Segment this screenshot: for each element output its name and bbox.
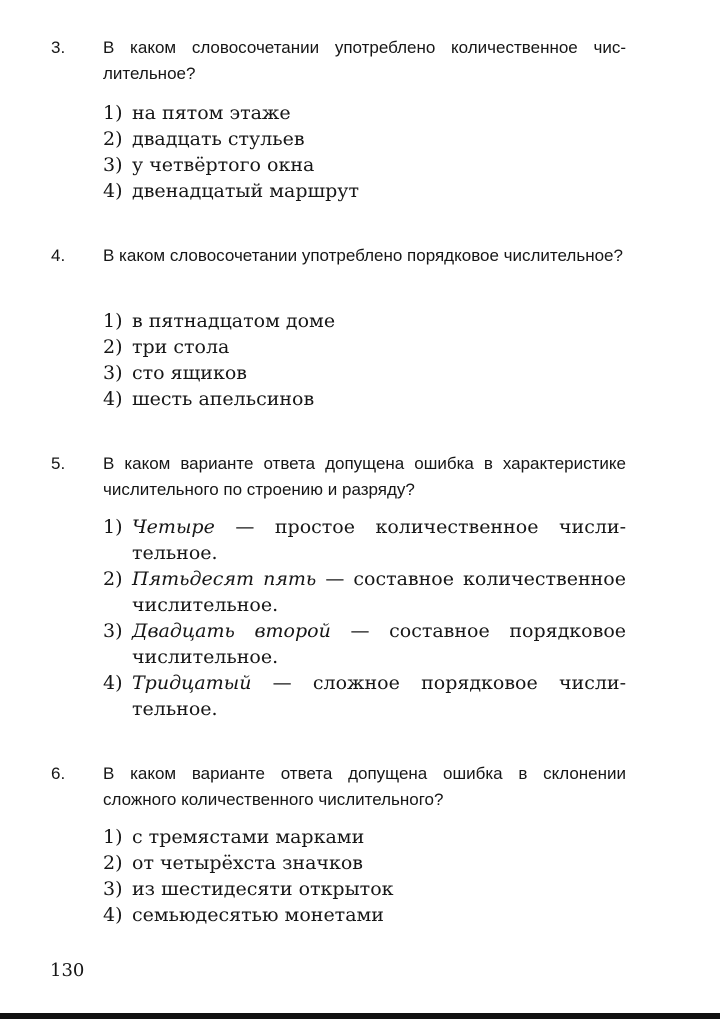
option-text: с тремястами марками [132,826,365,848]
answer-options [103,308,626,412]
answer-option-4 [103,178,626,204]
answer-options [103,514,626,722]
answer-option-2 [103,126,626,152]
answer-options [103,824,626,928]
option-text: у четвёртого окна [132,154,315,176]
question-text: В каком словосочетании употреблено количественное числительное? [103,38,626,83]
question-number: 6. [51,764,66,783]
option-number: 3) [103,878,123,900]
option-number: 4) [103,180,123,202]
option-number: 3) [103,362,123,384]
answer-option-1 [103,308,626,334]
option-text: от четырёхста значков [132,852,363,874]
question-number: 3. [51,38,66,57]
answer-options [103,100,626,204]
answer-option-2 [103,850,626,876]
option-term: Двадцать второй [132,620,331,642]
answer-option-3 [103,152,626,178]
option-text: три стола [132,336,230,358]
option-term: Тридцатый [132,672,252,694]
question-text: В каком варианте ответа допущена ошибка в характеристике числительного по строению и разряду? [103,454,626,499]
question-number: 5. [51,454,66,473]
answer-option-1 [103,100,626,126]
option-number: 1) [103,826,123,848]
option-number: 3) [103,620,123,642]
answer-option-1 [103,514,626,566]
option-text: двадцать стульев [132,128,305,150]
option-number: 4) [103,672,123,694]
option-number: 2) [103,852,123,874]
option-text: семьюдесятью монетами [132,904,384,926]
option-term: Четыре [132,516,215,538]
option-number: 2) [103,128,123,150]
answer-option-2 [103,566,626,618]
answer-option-4 [103,902,626,928]
answer-option-2 [103,334,626,360]
option-text: двенадцатый маршрут [132,180,359,202]
option-number: 4) [103,904,123,926]
option-number: 2) [103,336,123,358]
bottom-rule [0,1013,720,1019]
option-number: 1) [103,102,123,124]
question-text: В каком варианте ответа допущена ошибка в склонении сложного количественного числительного? [103,764,626,809]
answer-option-3 [103,876,626,902]
option-text: из шестидесяти открыток [132,878,394,900]
question-number: 4. [51,246,66,265]
answer-option-4 [103,386,626,412]
option-text: в пятнадцатом доме [132,310,336,332]
option-text: на пятом этаже [132,102,291,124]
option-text: сто ящиков [132,362,247,384]
option-text: — простое количественное числительное. [132,516,626,564]
answer-option-4 [103,670,626,722]
option-text: — сложное порядковое числительное. [132,672,626,720]
option-number: 2) [103,568,123,590]
option-text: — составное количественное числительное. [132,568,626,616]
option-number: 4) [103,388,123,410]
option-text: шесть апельсинов [132,388,315,410]
answer-option-3 [103,360,626,386]
page-number: 130 [50,960,85,981]
option-number: 1) [103,516,123,538]
answer-option-1 [103,824,626,850]
question-text: В каком словосочетании употреблено порядковое числительное? [103,246,623,265]
option-number: 3) [103,154,123,176]
option-term: Пятьдесят пять [132,568,317,590]
answer-option-3 [103,618,626,670]
option-number: 1) [103,310,123,332]
option-text: — составное порядковое числительное. [132,620,626,668]
